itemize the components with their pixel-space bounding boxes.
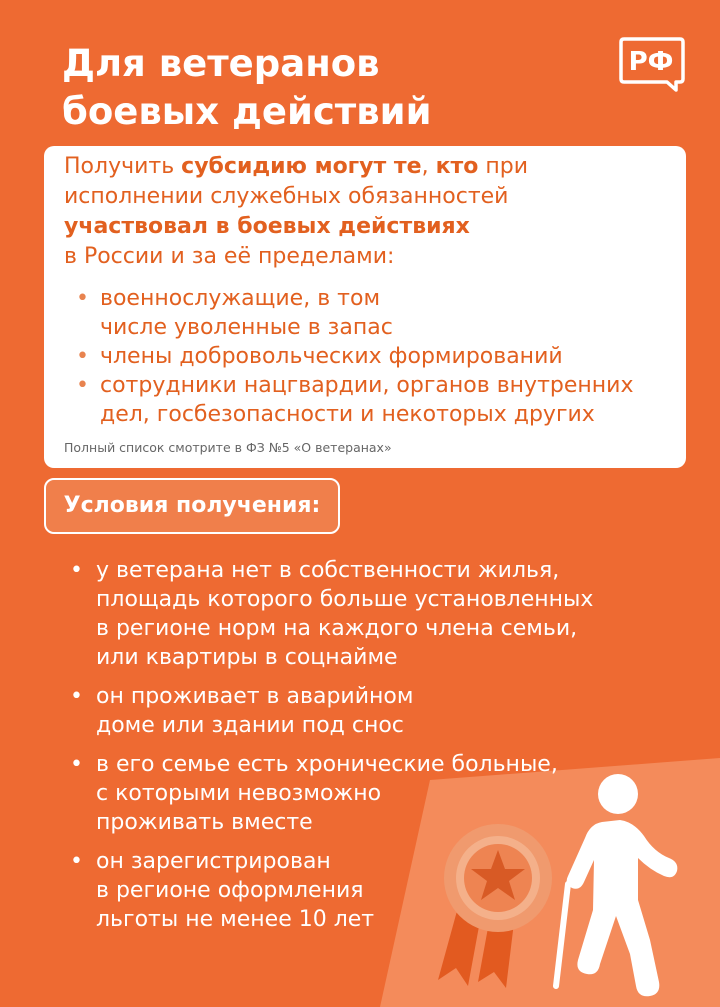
list-item-line: • он зарегистрирован (96, 849, 331, 874)
rf-chat-bubble-icon (618, 36, 686, 94)
list-item-line: • у ветерана нет в собственности жилья, (96, 558, 560, 583)
list-item-line: площадь которого больше установленных (96, 587, 594, 612)
list-item-line: доме или здании под снос (96, 713, 404, 738)
list-item-line: в регионе оформления (96, 878, 364, 903)
intro-text: при (478, 154, 529, 179)
logo-text: РФ (628, 47, 674, 77)
list-item-line: числе уволенные в запас (100, 315, 393, 340)
list-item-line: или квартиры в соцнайме (96, 645, 398, 670)
list-item-line: • в его семье есть хронические больные, (96, 752, 558, 777)
list-item (76, 342, 633, 371)
list-item (70, 750, 593, 837)
list-item (70, 682, 593, 740)
list-item-line: • он проживает в аварийном (96, 684, 414, 709)
list-item-line: проживать вместе (96, 810, 313, 835)
list-item (70, 847, 593, 934)
intro-line-4: в России и за её пределами: (64, 244, 395, 269)
conditions-list (70, 556, 593, 944)
eligibility-intro (64, 152, 528, 272)
list-item-line: дел, госбезопасности и некоторых других (100, 402, 595, 427)
eligibility-card (44, 146, 686, 468)
list-item-line: с которыми невозможно (96, 781, 382, 806)
title-line-1: Для ветеранов (62, 42, 380, 85)
list-item (76, 284, 633, 342)
list-item (70, 556, 593, 672)
intro-line-3: участвовал в боевых действиях (64, 214, 470, 239)
page-title (62, 40, 432, 136)
list-item-line: • сотрудники нацгвардии, органов внутренних (100, 373, 634, 398)
eligible-groups-list (76, 284, 633, 429)
list-item-line: • военнослужащие, в том (100, 286, 381, 311)
intro-line-1 (64, 152, 528, 182)
list-item-line: в регионе норм на каждого члена семьи, (96, 616, 578, 641)
conditions-header: Условия получения: (44, 478, 340, 534)
intro-line-2: исполнении служебных обязанностей (64, 184, 509, 209)
intro-text: Получить (64, 154, 182, 179)
intro-text: , (421, 154, 436, 179)
intro-bold: субсидию могут те (181, 154, 422, 179)
list-item-line: • члены добровольческих формирований (100, 344, 563, 369)
law-reference-note: Полный список смотрите в ФЗ №5 «О ветеранах» (64, 440, 392, 455)
intro-bold: кто (435, 154, 479, 179)
title-line-2: боевых действий (62, 90, 432, 133)
list-item (76, 371, 633, 429)
list-item-line: льготы не менее 10 лет (96, 907, 375, 932)
